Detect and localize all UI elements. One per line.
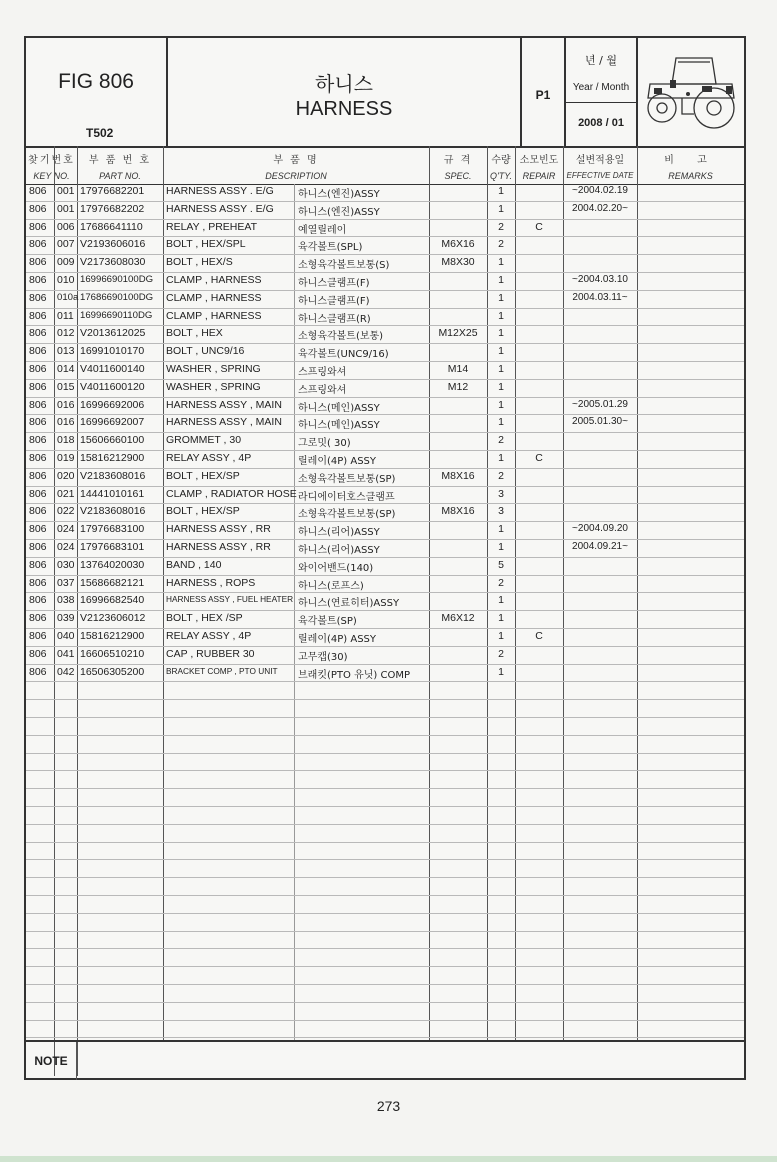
cell-desc-kr: 하니스(엔진)ASSY	[298, 189, 380, 200]
cell-part: V2123606012	[80, 612, 146, 625]
cell-qty: 2	[498, 469, 504, 482]
cell-fig: 806	[29, 220, 47, 233]
cell-qty: 1	[498, 612, 504, 625]
cell-desc-en: HARNESS ASSY , MAIN	[166, 398, 282, 411]
cell-fig: 806	[29, 291, 47, 304]
note-label: NOTE	[26, 1042, 77, 1080]
cell-part: 16996692006	[80, 398, 145, 411]
table-row	[26, 504, 744, 522]
cell-qty: 1	[498, 523, 504, 536]
cell-desc-en: BAND , 140	[166, 558, 222, 571]
note-section	[26, 1040, 744, 1080]
cell-spec: M12X25	[438, 327, 478, 340]
cell-desc-en: BOLT , HEX/S	[166, 256, 233, 269]
cell-desc-en: HARNESS , ROPS	[166, 576, 256, 589]
cell-part: 15816212900	[80, 630, 145, 642]
cell-date: 2005.01.30~	[572, 416, 628, 428]
cell-key: 037	[57, 576, 75, 589]
table-row	[26, 487, 744, 505]
cell-fig: 806	[29, 398, 47, 411]
cell-desc-en: BOLT , HEX/SP	[166, 469, 240, 482]
cell-desc-kr: 하니스(엔진)ASSY	[298, 206, 380, 218]
cell-part: V4011600140	[80, 363, 145, 375]
tractor-icon	[642, 54, 740, 132]
year-month-cell	[566, 38, 638, 146]
table-row	[26, 326, 744, 344]
table-row	[26, 949, 744, 967]
col-part: 부 품 번 호 PART NO.	[88, 155, 152, 181]
cell-part: 13764020030	[80, 558, 145, 571]
table-row	[26, 593, 744, 611]
table-row	[26, 576, 744, 594]
cell-part: 15816212900	[80, 452, 145, 464]
cell-spec: M8X16	[441, 469, 475, 482]
cell-part: V4011600120	[80, 380, 145, 393]
cell-part: V2173608030	[80, 256, 146, 269]
cell-date: 2004.02.20~	[572, 202, 628, 214]
cell-fig: 806	[29, 309, 47, 322]
sheet-header	[26, 38, 744, 148]
cell-desc-kr: 육각볼트(SPL)	[298, 242, 363, 254]
cell-desc-kr: 스프링와셔	[298, 367, 347, 378]
table-row	[26, 629, 744, 647]
cell-qty: 3	[498, 505, 504, 518]
cell-desc-en: HARNESS ASSY , RR	[166, 541, 271, 553]
cell-part: 15606660100	[80, 434, 145, 447]
cell-desc-kr: 소형육각볼트(보통)	[298, 331, 384, 343]
cell-key: 021	[57, 487, 75, 500]
cell-key: 009	[57, 256, 75, 269]
cell-fig: 806	[29, 363, 47, 375]
table-row	[26, 789, 744, 807]
cell-desc-en: BOLT , UNC9/16	[166, 345, 245, 358]
col-repair: 소모빈도 REPAIR	[519, 155, 559, 181]
cell-key: 013	[57, 345, 75, 358]
cell-desc-kr: 와이어밴드(140)	[298, 562, 374, 574]
table-row	[26, 932, 744, 950]
fig-cell	[26, 38, 168, 146]
cell-fig: 806	[29, 576, 47, 589]
fig-number: FIG 806	[58, 70, 134, 93]
table-row	[26, 771, 744, 789]
cell-desc-kr: 하니스클램프(F)	[298, 278, 370, 289]
cell-key: 018	[57, 434, 75, 447]
cell-key: 019	[57, 452, 75, 464]
cell-repair: C	[535, 452, 543, 464]
model-code: T502	[86, 126, 114, 140]
cell-date: ~2004.02.19	[572, 185, 628, 196]
cell-spec: M14	[447, 363, 469, 375]
tractor-cell	[638, 38, 744, 146]
cell-key: 039	[57, 612, 75, 625]
table-row	[26, 362, 744, 380]
cell-desc-en: BOLT , HEX	[166, 327, 223, 340]
table-row	[26, 878, 744, 896]
cell-fig: 806	[29, 238, 47, 251]
cell-desc-en: CLAMP , HARNESS	[166, 309, 262, 322]
cell-part: V2183608016	[80, 469, 146, 482]
cell-key: 015	[57, 380, 75, 393]
page-number: 273	[376, 1098, 401, 1114]
cell-desc-en: HARNESS ASSY , FUEL HEATER	[166, 594, 294, 605]
cell-desc-en: CAP , RUBBER 30	[166, 647, 255, 660]
page-code: P1	[535, 88, 551, 102]
page-cell	[522, 38, 566, 146]
cell-spec: M6X12	[441, 612, 475, 625]
cell-desc-kr: 그로밋( 30)	[298, 438, 351, 450]
col-remarks: 비 고 REMARKS	[664, 155, 717, 181]
table-row	[26, 611, 744, 629]
cell-desc-en: RELAY ASSY , 4P	[166, 452, 252, 464]
table-row	[26, 914, 744, 932]
table-row	[26, 540, 744, 558]
table-row	[26, 558, 744, 576]
cell-key: 041	[57, 647, 75, 660]
cell-desc-en: HARNESS ASSY , MAIN	[166, 416, 282, 429]
cell-fig: 806	[29, 630, 47, 642]
cell-desc-kr: 하니스(리어)ASSY	[298, 545, 380, 556]
table-row	[26, 273, 744, 291]
cell-desc-kr: 하니스(로프스)	[298, 580, 364, 592]
cell-desc-kr: 하니스클램프(R)	[298, 313, 371, 325]
cell-key: 007	[57, 238, 75, 251]
table-row	[26, 754, 744, 772]
cell-desc-en: WASHER , SPRING	[166, 363, 261, 375]
cell-desc-kr: 스프링와셔	[298, 384, 347, 396]
cell-desc-kr: 예열릴레이	[298, 224, 347, 236]
cell-part: 15686682121	[80, 576, 145, 589]
cell-qty: 1	[498, 309, 504, 322]
col-qty: 수량 Q'TY.	[490, 155, 512, 181]
cell-desc-kr: 라디에이터호스클램프	[298, 491, 395, 503]
table-row	[26, 184, 744, 202]
cell-qty: 1	[498, 185, 504, 197]
cell-desc-en: HARNESS ASSY , RR	[166, 523, 271, 536]
cell-fig: 806	[29, 469, 47, 482]
cell-key: 014	[57, 363, 75, 375]
cell-desc-kr: 육각볼트(SP)	[298, 616, 357, 628]
table-row	[26, 291, 744, 309]
cell-part: 16606510210	[80, 647, 145, 660]
cell-qty: 1	[498, 665, 504, 678]
cell-part: 17976683100	[80, 523, 145, 536]
cell-fig: 806	[29, 185, 47, 197]
table-row	[26, 344, 744, 362]
table-row	[26, 860, 744, 878]
cell-qty: 1	[498, 345, 504, 358]
cell-fig: 806	[29, 612, 47, 625]
cell-part: 16506305200	[80, 665, 145, 678]
title-english: HARNESS	[295, 98, 393, 120]
table-row	[26, 255, 744, 273]
table-row	[26, 415, 744, 433]
cell-spec: M12	[447, 380, 469, 393]
cell-qty: 1	[498, 291, 504, 304]
cell-spec: M8X30	[441, 256, 475, 269]
cell-date: 2004.03.11~	[572, 291, 628, 303]
cell-part: V2183608016	[80, 505, 146, 518]
cell-desc-en: BOLT , HEX/SPL	[166, 238, 246, 251]
cell-qty: 1	[498, 594, 504, 607]
table-row	[26, 700, 744, 718]
cell-key: 012	[57, 327, 75, 340]
cell-key: 020	[57, 469, 75, 482]
table-row	[26, 967, 744, 985]
cell-desc-en: CLAMP , HARNESS	[166, 291, 262, 304]
cell-key: 010	[57, 274, 75, 286]
cell-desc-kr: 릴레이(4P) ASSY	[298, 456, 376, 467]
cell-qty: 1	[498, 541, 504, 553]
cell-date: 2004.09.21~	[572, 541, 628, 552]
cell-part: 17976682202	[80, 202, 145, 215]
cell-part: 16996690110DG	[80, 309, 153, 321]
cell-desc-kr: 소형육각볼트보통(SP)	[298, 473, 396, 485]
table-row	[26, 237, 744, 255]
table-row	[26, 736, 744, 754]
cell-key: 006	[57, 220, 75, 233]
cell-fig: 806	[29, 202, 47, 215]
cell-key: 040	[57, 630, 75, 642]
cell-desc-kr: 하니스(메인)ASSY	[298, 420, 380, 432]
cell-desc-kr: 육각볼트(UNC9/16)	[298, 349, 389, 361]
cell-part: 16996692007	[80, 416, 145, 429]
cell-key: 001	[57, 185, 75, 197]
title-cell	[168, 38, 522, 146]
cell-qty: 2	[498, 238, 504, 251]
table-row	[26, 1003, 744, 1021]
cell-desc-en: HARNESS ASSY . E/G	[166, 202, 274, 215]
cell-desc-kr: 하니스클램프(F)	[298, 295, 370, 307]
table-row	[26, 522, 744, 540]
cell-spec: M8X16	[441, 505, 475, 518]
cell-desc-kr: 하니스(메인)ASSY	[298, 402, 380, 414]
cell-qty: 1	[498, 327, 504, 340]
table-row	[26, 896, 744, 914]
table-row	[26, 451, 744, 469]
cell-qty: 1	[498, 452, 504, 464]
table-row	[26, 1021, 744, 1039]
cell-part: 17686641110	[80, 220, 143, 233]
cell-qty: 2	[498, 434, 504, 447]
cell-fig: 806	[29, 647, 47, 660]
cell-fig: 806	[29, 434, 47, 447]
cell-desc-en: BOLT , HEX/SP	[166, 505, 240, 518]
cell-key: 030	[57, 558, 75, 571]
cell-desc-kr: 소형육각볼트보통(SP)	[298, 509, 396, 521]
cell-qty: 1	[498, 256, 504, 269]
col-spec: 규 격 SPEC.	[443, 155, 473, 181]
cell-desc-en: GROMMET , 30	[166, 434, 242, 447]
table-row	[26, 202, 744, 220]
col-key: 찾기번호 KEY NO.	[28, 155, 75, 181]
cell-qty: 1	[498, 202, 504, 215]
table-row	[26, 433, 744, 451]
col-effective-date: 설변적용일 EFFECTIVE DATE	[566, 155, 634, 180]
cell-part: 16991010170	[80, 345, 145, 358]
cell-desc-en: RELAY ASSY , 4P	[166, 630, 252, 642]
cell-qty: 2	[498, 220, 504, 233]
year-month-english: Year / Month	[572, 82, 630, 93]
table-row	[26, 220, 744, 238]
cell-desc-en: HARNESS ASSY . E/G	[166, 185, 274, 197]
cell-fig: 806	[29, 452, 47, 464]
cell-desc-kr: 릴레이(4P) ASSY	[298, 634, 376, 645]
cell-key: 010a	[57, 291, 79, 303]
cell-qty: 1	[498, 630, 504, 642]
cell-desc-en: CLAMP , HARNESS	[166, 274, 262, 286]
cell-desc-en: BRACKET COMP , PTO UNIT	[166, 665, 278, 676]
cell-qty: 3	[498, 487, 504, 500]
cell-fig: 806	[29, 274, 47, 286]
cell-qty: 5	[498, 558, 504, 571]
cell-fig: 806	[29, 416, 47, 429]
cell-fig: 806	[29, 505, 47, 518]
cell-key: 024	[57, 541, 75, 553]
cell-key: 016	[57, 398, 75, 411]
cell-qty: 1	[498, 363, 504, 375]
table-row	[26, 985, 744, 1003]
cell-part: V2193606016	[80, 238, 146, 251]
cell-qty: 2	[498, 647, 504, 660]
table-row	[26, 469, 744, 487]
cell-part: V2013612025	[80, 327, 146, 340]
cell-key: 001	[57, 202, 75, 215]
cell-part: 17686690100DG	[80, 291, 154, 303]
cell-fig: 806	[29, 256, 47, 269]
cell-fig: 806	[29, 558, 47, 571]
cell-repair: C	[535, 220, 543, 233]
cell-key: 024	[57, 523, 75, 536]
cell-key: 011	[57, 309, 74, 322]
parts-list-sheet	[24, 36, 746, 1080]
cell-part: 17976683101	[80, 541, 145, 553]
cell-desc-kr: 고무캡(30)	[298, 651, 348, 663]
cell-desc-kr: 하니스(연료히터)ASSY	[298, 598, 400, 610]
table-row	[26, 398, 744, 416]
cell-qty: 1	[498, 398, 504, 411]
cell-spec: M6X16	[441, 238, 475, 251]
cell-qty: 1	[498, 416, 504, 429]
table-row	[26, 682, 744, 700]
cell-fig: 806	[29, 541, 47, 553]
cell-fig: 806	[29, 487, 47, 500]
cell-desc-kr: 소형육각볼트보통(S)	[298, 260, 390, 272]
col-description: 부 품 명 DESCRIPTION	[265, 155, 327, 181]
cell-desc-en: RELAY , PREHEAT	[166, 220, 258, 233]
cell-key: 038	[57, 594, 75, 607]
title-korean: 하니스	[315, 72, 373, 96]
cell-qty: 2	[498, 576, 504, 589]
cell-fig: 806	[29, 665, 47, 678]
table-row	[26, 825, 744, 843]
cell-key: 016	[57, 416, 75, 429]
cell-date: ~2004.03.10	[572, 274, 628, 285]
cell-part: 16996690100DG	[80, 274, 154, 285]
cell-qty: 1	[498, 274, 504, 286]
cell-desc-kr: 브래킷(PTO 유닛) COMP	[298, 669, 410, 681]
cell-fig: 806	[29, 327, 47, 340]
cell-repair: C	[535, 630, 543, 642]
cell-desc-en: BOLT , HEX /SP	[166, 612, 243, 625]
year-month-korean: 년 / 월	[585, 54, 617, 67]
cell-part: 17976682201	[80, 185, 145, 197]
table-row	[26, 309, 744, 327]
cell-desc-kr: 하니스(리어)ASSY	[298, 527, 380, 539]
cell-fig: 806	[29, 345, 47, 358]
cell-desc-en: WASHER , SPRING	[166, 380, 261, 393]
table-row	[26, 718, 744, 736]
cell-fig: 806	[29, 523, 47, 536]
cell-part: 16996682540	[80, 594, 145, 607]
table-row	[26, 647, 744, 665]
cell-date: ~2005.01.29	[572, 398, 628, 410]
cell-part: 14441010161	[80, 487, 145, 500]
cell-desc-en: CLAMP , RADIATOR HOSE	[166, 487, 297, 500]
year-month-value: 2008 / 01	[578, 117, 624, 129]
cell-key: 042	[57, 665, 75, 678]
cell-fig: 806	[29, 380, 47, 393]
table-row	[26, 807, 744, 825]
table-row	[26, 380, 744, 398]
cell-date: ~2004.09.20	[572, 523, 628, 535]
cell-key: 022	[57, 505, 75, 518]
table-row	[26, 665, 744, 683]
table-row	[26, 843, 744, 861]
cell-qty: 1	[498, 380, 504, 393]
cell-fig: 806	[29, 594, 47, 607]
parts-table	[26, 184, 744, 1040]
